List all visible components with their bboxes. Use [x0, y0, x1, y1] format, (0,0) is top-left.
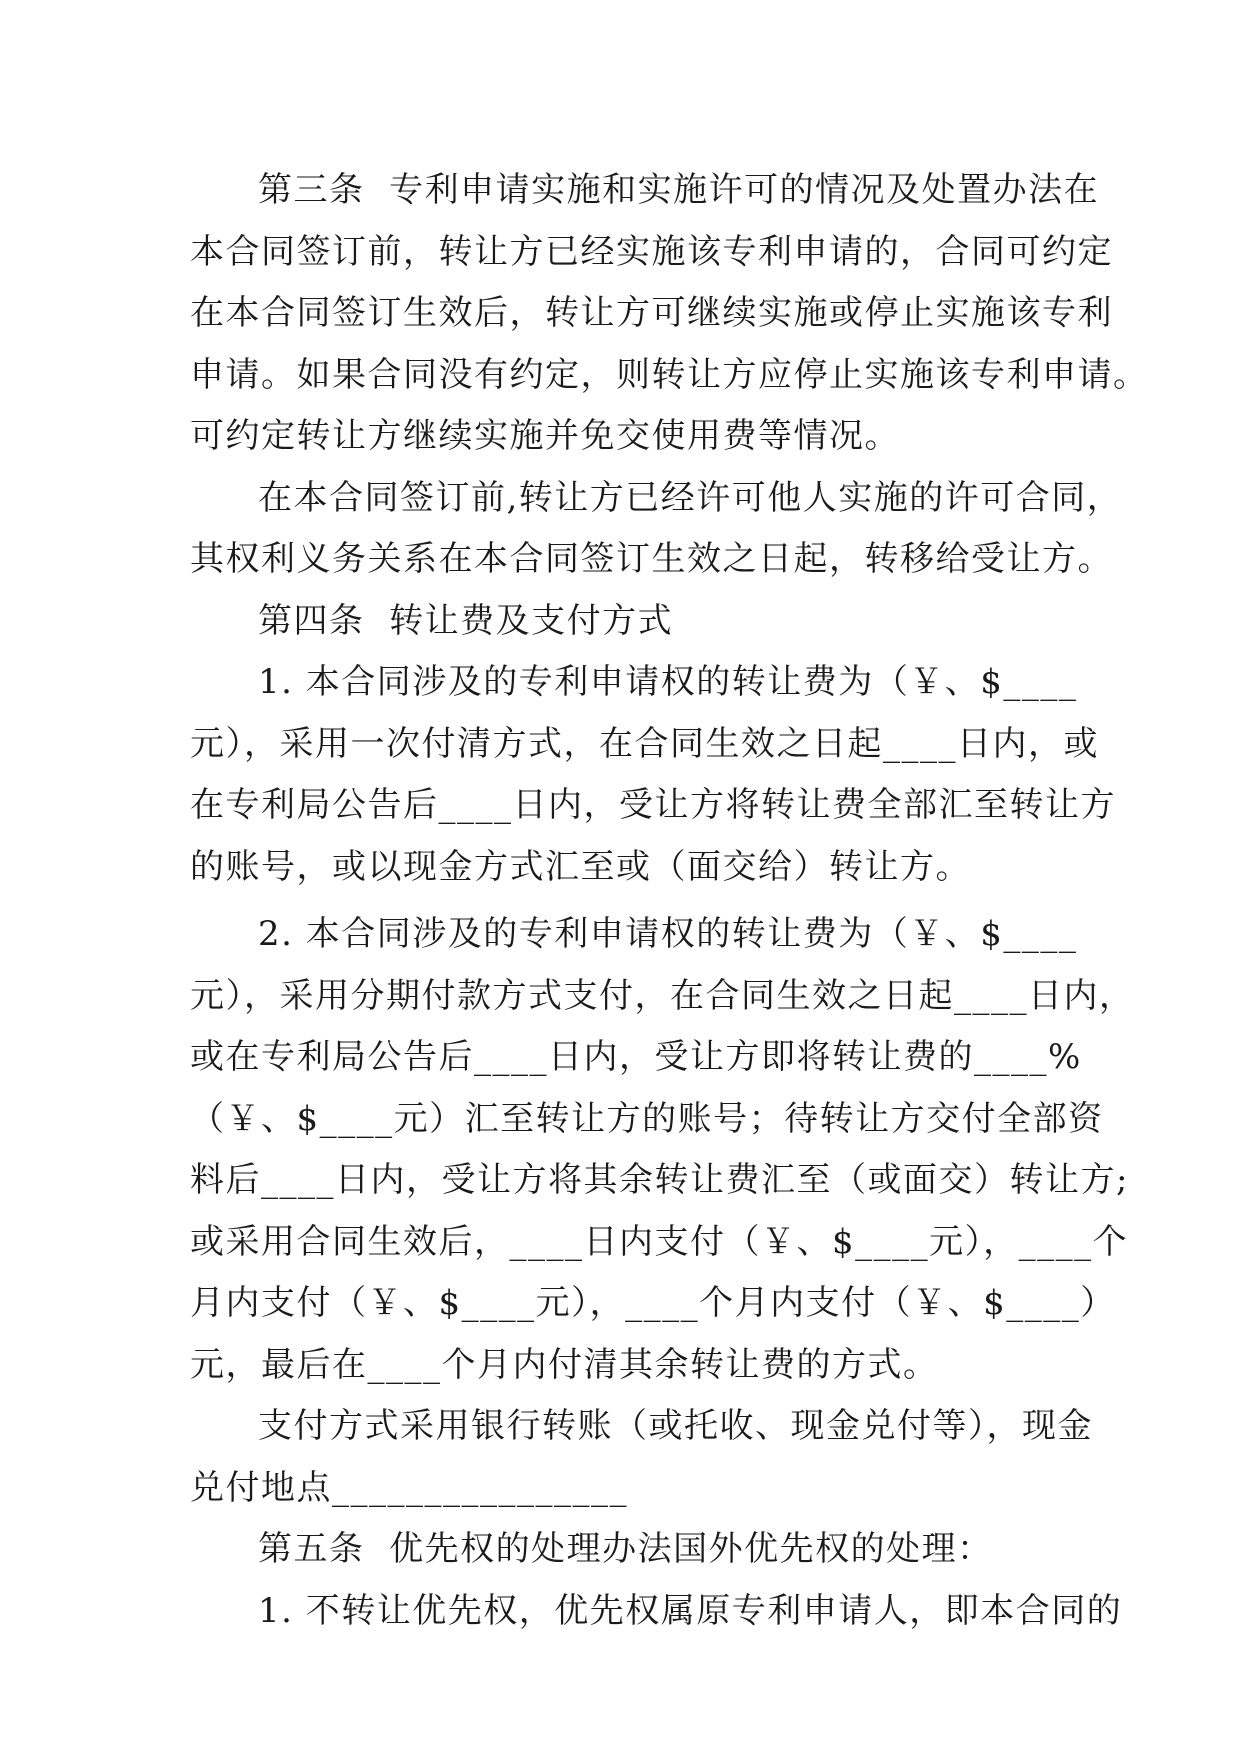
article-3-heading: 第三条 专利申请实施和实施许可的情况及处置办法在	[258, 170, 1100, 210]
clause-4-2-line-1: 2. 本合同涉及的专利申请权的转让费为（￥、$____	[258, 914, 1078, 954]
license-paragraph-line-2: 其权利义务关系在本合同签订生效之日起，转移给受让方。	[190, 539, 1113, 579]
article-4-heading: 第四条 转让费及支付方式	[258, 600, 674, 641]
clause-4-1-line-4: 的账号，或以现金方式汇至或（面交给）转让方。	[190, 846, 971, 887]
clause-4-2-line-4: （￥、$____元）汇至转让方的账号；待转让方交付全部资	[190, 1098, 1104, 1139]
clause-4-1-line-2: 元），采用一次付清方式，在合同生效之日起____日内，或	[190, 723, 1099, 764]
clause-4-2-line-5: 料后____日内，受让方将其余转让费汇至（或面交）转让方;	[190, 1160, 1129, 1200]
article-3-line-3: 在本合同签订生效后，转让方可继续实施或停止实施该专利	[190, 293, 1113, 333]
clause-4-2-line-2: 元），采用分期付款方式支付，在合同生效之日起____日内，	[190, 975, 1135, 1016]
article-3-line-5: 可约定转让方继续实施并免交使用费等情况。	[190, 416, 900, 456]
clause-4-1-line-1: 1. 本合同涉及的专利申请权的转让费为（￥、$____	[258, 662, 1078, 702]
article-3-line-4: 申请。如果合同没有约定，则转让方应停止实施该专利申请。	[190, 354, 1149, 395]
license-paragraph-line-1: 在本合同签订前,转让方已经许可他人实施的许可合同，	[258, 477, 1123, 518]
payment-method-line-1: 支付方式采用银行转账（或托收、现金兑付等），现金	[258, 1406, 1093, 1446]
clause-4-2-line-7: 月内支付（￥、$____元），____个月内支付（￥、$____）	[190, 1283, 1116, 1323]
clause-5-1-line-1: 1. 不转让优先权，优先权属原专利申请人，即本合同的	[258, 1590, 1123, 1631]
article-3-line-2: 本合同签订前，转让方已经实施该专利申请的，合同可约定	[190, 231, 1113, 272]
payment-method-line-2: 兑付地点________________	[190, 1467, 628, 1508]
clause-4-1-line-3: 在专利局公告后____日内，受让方将转让费全部汇至转让方	[190, 785, 1116, 825]
clause-4-2-line-3: 或在专利局公告后____日内，受让方即将转让费的____%	[190, 1037, 1082, 1077]
clause-4-2-line-8: 元，最后在____个月内付清其余转让费的方式。	[190, 1344, 939, 1385]
document-page	[190, 160, 1149, 1642]
article-5-heading: 第五条 优先权的处理办法国外优先权的处理：	[258, 1529, 993, 1569]
clause-4-2-line-6: 或采用合同生效后，____日内支付（￥、$____元），____个	[190, 1221, 1129, 1262]
